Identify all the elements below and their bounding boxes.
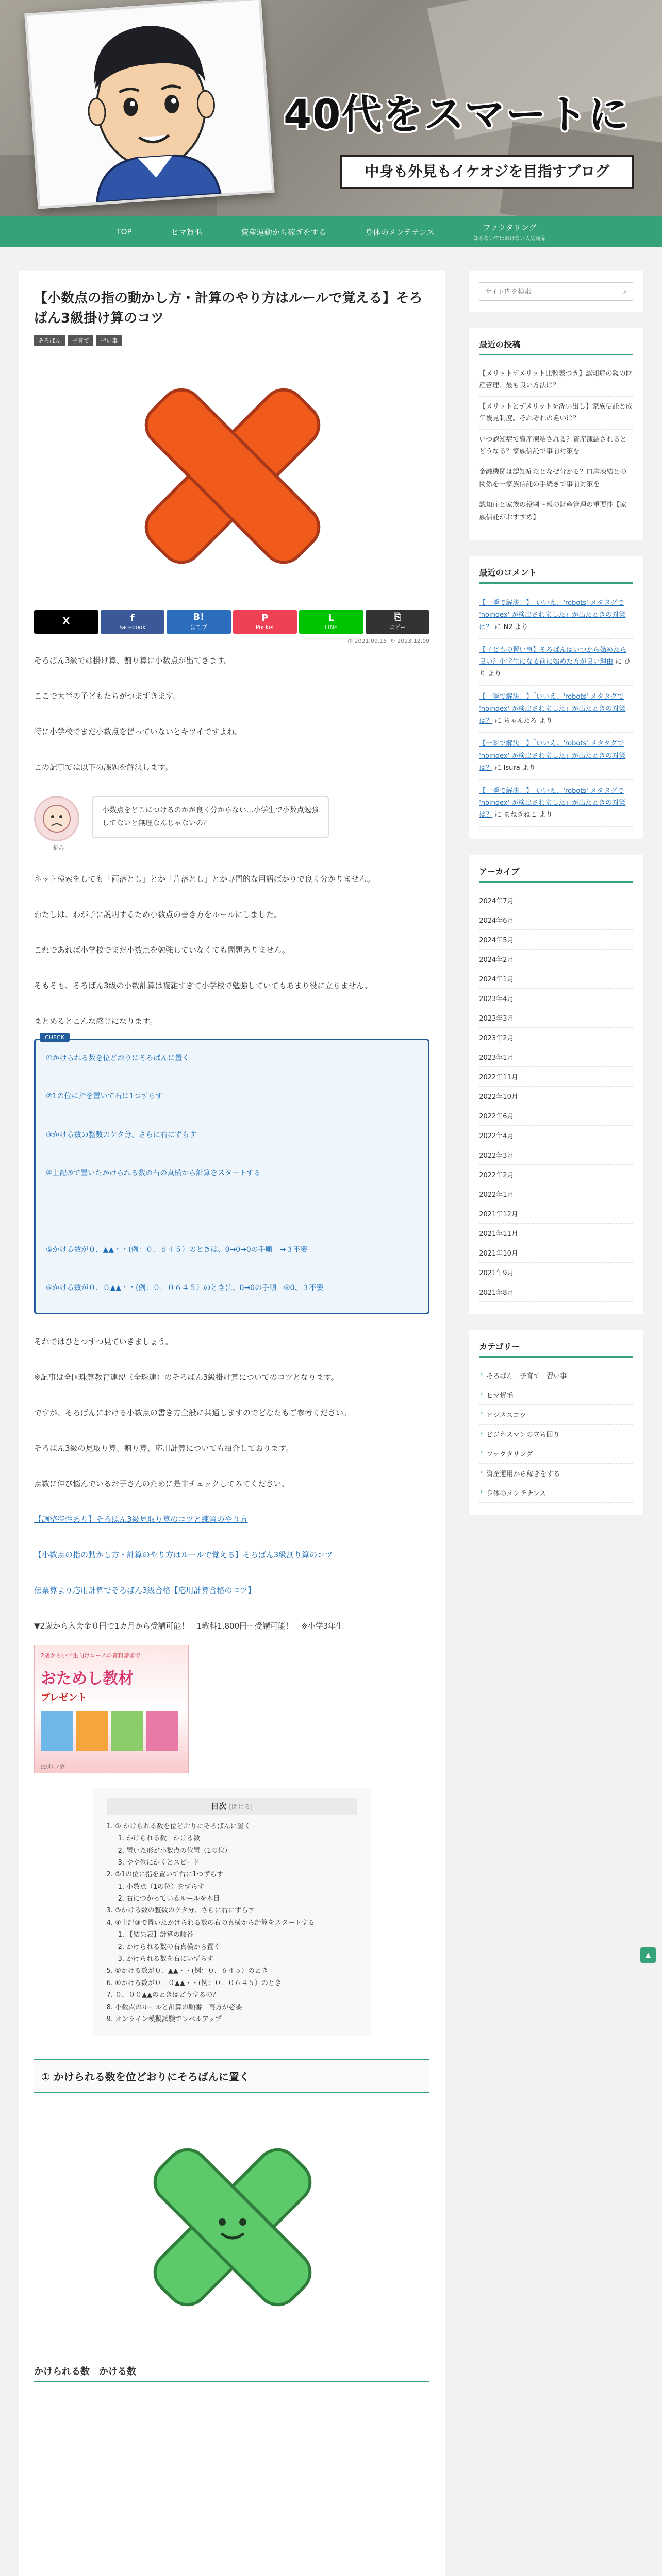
comment-item: [479, 639, 633, 686]
ad-main-text: おためし教材: [41, 1669, 134, 1688]
comment-post-link[interactable]: 【一瞬で解決！】「いいえ、'robots' メタタグで 'noindex' が検出されました」が出たときの対策は？: [479, 787, 626, 819]
nav-sublabel: 知らないではおけない人気商品: [473, 236, 546, 242]
nav-label: TOP: [116, 227, 132, 236]
toc-item[interactable]: 1. 【結果表】計算の順番: [118, 1931, 194, 1939]
site-tagline-box: [340, 155, 634, 189]
site-header: [0, 0, 662, 216]
ad-sub-text: プレゼント: [41, 1692, 87, 1703]
comment-author: に ひり より: [479, 658, 631, 678]
category-widget: [469, 1330, 643, 1515]
category-link[interactable]: › ビジネスマンの立ち回り: [479, 1425, 633, 1444]
ad-top-text: 2歳から小学生向けコースの資料請求で: [41, 1652, 141, 1659]
sidebar: [469, 271, 643, 2576]
toc-item[interactable]: 2. 右につかっているルールを本日: [118, 1895, 220, 1903]
share-facebook-button[interactable]: [101, 610, 165, 634]
toc-item[interactable]: 1. 小数点（1の位）をずらす: [118, 1883, 205, 1891]
check-item: ⑥かける数が０．０▲▲・・(例：０．０６４５）のときは、0→0の手順 ⑥0、３不要: [46, 1284, 324, 1293]
search-box: [479, 282, 633, 301]
comment-author: に Isura より: [492, 764, 536, 772]
archive-link[interactable]: 2024年2月: [479, 950, 633, 969]
comment-item: [479, 592, 633, 639]
category-badge[interactable]: 子育て: [68, 335, 93, 346]
paragraph: この記事では以下の課題を解決します。: [34, 762, 173, 772]
comment-item: [479, 780, 633, 827]
date-published: 2021.09.15: [354, 638, 387, 645]
recent-comments-widget: [469, 556, 643, 839]
section-heading: ① かけられる数を位どおりにそろばんに置く: [34, 2059, 429, 2093]
speaker-name: 悩み: [53, 844, 64, 851]
recent-post-link[interactable]: 【メリットとデメリットを洗い出し】家族信託と成年後見制度。それぞれの違いは？: [479, 397, 633, 430]
toc-item[interactable]: 6. ⑥かける数が０．０▲▲・・(例：０．０６４５）のとき: [106, 1979, 282, 1987]
widget-title: 最近のコメント: [479, 566, 633, 584]
archive-link[interactable]: 2024年5月: [479, 930, 633, 950]
widget-title: アーカイブ: [479, 865, 633, 883]
toc-toggle-button[interactable]: [閉じる]: [229, 1803, 253, 1810]
ad-footer-text: 提供：Z会: [41, 1764, 65, 1770]
speech-balloon: [34, 796, 429, 852]
check-item: ③かける数の整数のケタ分、さらに右にずらす: [46, 1130, 196, 1139]
archive-link[interactable]: 2023年1月: [479, 1047, 633, 1067]
paragraph: 点数に伸び悩んでいるお子さんのために是非チェックしてみてください。: [34, 1479, 289, 1488]
toc-item[interactable]: 2. 置いた形が小数点の位置（1の位）: [118, 1846, 231, 1855]
archive-link[interactable]: 2023年4月: [479, 989, 633, 1008]
category-badge[interactable]: 習い事: [96, 335, 122, 346]
date-updated: 2023.12.09: [397, 638, 430, 645]
share-label: LINE: [325, 623, 338, 631]
speech-text: 小数点をどこにつけるのかが良く分からない…小学生で小数点勉強してないと無理なんじゃないの？: [92, 796, 329, 838]
header-avatar-illustration: [24, 0, 274, 209]
comment-item: [479, 686, 633, 733]
paragraph: そもそも、そろばん3級の小数計算は複雑すぎて小学校で勉強していてもあまり役に立ちません。: [34, 981, 372, 990]
ad-books-image: [41, 1711, 182, 1751]
check-divider: －－－－－－－－－－－－－－－－－－: [46, 1207, 176, 1216]
refresh-icon: ↻: [390, 638, 395, 645]
toc-item[interactable]: 1. かけられる数 かける数: [118, 1835, 201, 1843]
paragraph: わたしは、わが子に説明するため小数点の書き方をルールにしました。: [34, 910, 282, 919]
category-link[interactable]: › ファクタリング: [479, 1444, 633, 1464]
search-input[interactable]: [485, 288, 623, 296]
comment-author: に まねきねこ より: [492, 811, 553, 819]
speaker-avatar: [34, 796, 84, 852]
share-buttons: [34, 610, 429, 634]
nav-item-factoring[interactable]: [454, 222, 565, 242]
category-badge[interactable]: そろばん: [34, 335, 65, 346]
share-x-button[interactable]: [34, 610, 98, 634]
check-item: ①かけられる数を位どおりにそろばんに置く: [46, 1054, 190, 1062]
comment-author: に N2 より: [492, 623, 528, 631]
nav-label: ヒマ賀毛: [171, 227, 202, 237]
toc-item[interactable]: 1. ① かけられる数を位どおりにそろばんに置く: [106, 1822, 251, 1831]
x-icon: X: [62, 616, 70, 626]
archive-link[interactable]: 2022年11月: [479, 1067, 633, 1087]
nav-item-assets[interactable]: [222, 227, 346, 238]
widget-title: 最近の投稿: [479, 338, 633, 355]
paragraph: ここで大半の子どもたちがつまずきます。: [34, 691, 180, 701]
book-icon: [41, 1711, 73, 1751]
hatena-icon: B!: [193, 612, 205, 622]
toc-item[interactable]: 4. ④上記③で置いたかけられる数の右の真横から計算をスタートする: [106, 1919, 315, 1927]
share-label: コピー: [389, 624, 406, 631]
check-item: ④上記③で置いたかけられる数の右の真横から計算をスタートする: [46, 1169, 261, 1178]
recent-post-link[interactable]: 金融機関は認知症だとなぜ分かる？口座凍結との関係を一家族信託の手続きで事前対策を: [479, 462, 633, 495]
paragraph: これであれば小学校でまだ小数点を勉強していなくても問題ありません。: [34, 945, 290, 955]
book-icon: [76, 1711, 108, 1751]
archive-link[interactable]: 2022年3月: [479, 1145, 633, 1165]
archive-link[interactable]: 2022年1月: [479, 1184, 633, 1204]
line-icon: L: [328, 612, 335, 623]
post-categories: [34, 335, 429, 346]
hero-cross-image: [34, 352, 431, 600]
archive-link[interactable]: 2021年8月: [479, 1282, 633, 1302]
category-link[interactable]: › そろばん 子育て 習い事: [479, 1366, 633, 1385]
nav-label: 資産運動から稼ぎをする: [241, 227, 326, 237]
archive-link[interactable]: 2024年1月: [479, 969, 633, 989]
pocket-icon: P: [261, 612, 269, 623]
ad-banner[interactable]: [34, 1645, 189, 1773]
paragraph: それではひとつずつ見ていきましょう。: [34, 1336, 173, 1346]
paragraph: ※記事は全国珠算教育連盟（全珠連）のそろばん3級掛け算についてのコツとなります。: [34, 1372, 339, 1382]
archive-link[interactable]: 2021年10月: [479, 1243, 633, 1263]
comment-post-link[interactable]: 【一瞬で解決！】「いいえ、'robots' メタタグで 'noindex' が検出されました」が出たときの対策は？: [479, 599, 626, 631]
category-link[interactable]: › ビジネスコツ: [479, 1405, 633, 1425]
toc-item[interactable]: 7. ０．００▲▲のときはどうするの？: [106, 1991, 220, 1999]
share-copy-button[interactable]: [366, 610, 430, 634]
book-icon: [146, 1711, 178, 1751]
related-article-link[interactable]: 伝票算より応用計算でそろばん3級合格【応用計算合格のコツ】: [34, 1585, 256, 1595]
toc-header: [107, 1798, 357, 1815]
paragraph: そろばん3級の見取り算、割り算、応用計算についても紹介しております。: [34, 1443, 294, 1453]
archive-link[interactable]: 2022年10月: [479, 1087, 633, 1106]
comment-author: に ちゃんたろ より: [492, 717, 553, 725]
facebook-icon: f: [130, 612, 135, 623]
toc-item[interactable]: 2. ②1の位に指を置いて右に1つずらす: [106, 1871, 224, 1879]
site-title[interactable]: 40代をスマートに: [284, 92, 630, 138]
category-link[interactable]: › 資産運用から稼ぎをする: [479, 1464, 633, 1483]
toc-item[interactable]: 8. 小数点のルールと計算の順番 再方が必要: [106, 2003, 242, 2011]
share-hatena-button[interactable]: [167, 610, 231, 634]
toc-item[interactable]: 9. オンライン模擬試験でレベルアップ: [106, 2015, 222, 2023]
toc-item[interactable]: 3. ③かける数の整数のケタ分、さらに右にずらす: [106, 1907, 255, 1915]
category-link[interactable]: › 身体のメンテナンス: [479, 1483, 633, 1503]
share-pocket-button[interactable]: [233, 610, 297, 634]
table-of-contents: [93, 1788, 371, 2037]
site-tagline: 中身も外見もイケオジを目指すブログ: [365, 163, 610, 180]
toc-item[interactable]: 2. かけられる数の右真横から置く: [118, 1943, 221, 1951]
share-label: Facebook: [119, 623, 146, 631]
comment-item: [479, 733, 633, 779]
archive-link[interactable]: 2022年4月: [479, 1126, 633, 1145]
nav-item-top[interactable]: [97, 227, 152, 236]
nav-label: ファクタリング: [483, 223, 537, 232]
article: [19, 271, 445, 2576]
archive-link[interactable]: 2021年9月: [479, 1263, 633, 1282]
archive-link[interactable]: 2024年7月: [479, 891, 633, 910]
scroll-to-top-button[interactable]: ▲: [640, 1947, 656, 1963]
archive-link[interactable]: 2024年6月: [479, 910, 633, 930]
search-widget: [469, 271, 643, 312]
archive-link[interactable]: 2021年12月: [479, 1204, 633, 1224]
toc-item[interactable]: 3. やや位にかくとスピード: [118, 1858, 200, 1867]
search-icon[interactable]: ⌕: [623, 287, 627, 296]
comment-post-link[interactable]: 【一瞬で解決！】「いいえ、'robots' メタタグで 'noindex' が検出されました」が出たときの対策は？: [479, 740, 626, 772]
recent-posts-widget: [469, 328, 643, 540]
subsection-heading: かけられる数 かける数: [34, 2361, 429, 2382]
widget-title: カテゴリー: [479, 1340, 633, 1358]
toc-item[interactable]: 3. かけられる数を右にいずらす: [118, 1955, 214, 1963]
check-summary-box: [34, 1034, 429, 1314]
share-line-button[interactable]: [299, 610, 363, 634]
share-label: はてブ: [190, 624, 207, 631]
archive-list: [479, 891, 633, 1302]
category-link[interactable]: › ヒマ賀毛: [479, 1385, 633, 1405]
paragraph: ですが、そろばんにおける小数点の書き方全般に共通しますのでどなたもご参考ください。: [34, 1408, 352, 1417]
green-cross-image: [34, 2114, 431, 2341]
related-article-link[interactable]: 【小数点の指の動かし方・計算のやり方はルールで覚える】そろばん3級割り算のコツ: [34, 1550, 333, 1560]
paragraph: まとめるとこんな感じになります。: [34, 1016, 157, 1026]
content-wrapper: [0, 247, 662, 2576]
nav-label: 身体のメンテナンス: [365, 227, 435, 237]
paragraph: そろばん3級では掛け算、割り算に小数点が出てきます。: [34, 656, 232, 665]
archive-link[interactable]: 2023年3月: [479, 1008, 633, 1028]
nav-item-body[interactable]: [346, 227, 454, 238]
archive-link[interactable]: 2021年11月: [479, 1224, 633, 1243]
check-item: ②1の位に指を置いて右に1つずらす: [46, 1092, 163, 1101]
recent-post-link[interactable]: 【メリットデメリット比較表つき】認知症の親の財産管理、最も良い方法は？: [479, 364, 633, 397]
archive-link[interactable]: 2022年2月: [479, 1165, 633, 1184]
check-label: CHECK: [40, 1033, 70, 1042]
archive-widget: [469, 855, 643, 1314]
paragraph: 特に小学校でまだ小数点を習っていないとキツイですよね。: [34, 727, 243, 736]
category-list: [479, 1366, 633, 1503]
toc-item[interactable]: 5. ⑤かける数が０．▲▲・・(例：０．６４５）のとき: [106, 1967, 268, 1975]
archive-link[interactable]: 2023年2月: [479, 1028, 633, 1047]
post-dates: [34, 638, 429, 645]
check-item: ⑤かける数が０．▲▲・・(例：０．６４５）のときは、0→0→0の手順 →３不要: [46, 1245, 308, 1254]
share-label: Pocket: [255, 623, 274, 631]
paragraph: ネット検索をしても「両落とし」とか「片落とし」とか専門的な用語ばかりで良く分かりません。: [34, 874, 375, 884]
clock-icon: ◷: [347, 638, 353, 645]
toc-title: 目次: [211, 1801, 227, 1811]
copy-icon: ⎘: [393, 612, 402, 622]
comment-post-link[interactable]: 【一瞬で解決！】「いいえ、'robots' メタタグで 'noindex' が検出されました」が出たときの対策は？: [479, 693, 626, 725]
comment-post-link[interactable]: 【子どもの習い事】そろばんはいつから始めたら良い？小学生になる前に始めた方が良い理由: [479, 646, 627, 666]
recent-post-link[interactable]: 認知症と家族の役割〜親の財産管理の重要性【家族信託がおすすめ】: [479, 495, 633, 528]
related-article-link[interactable]: 【調整特性あり】そろばん3級見取り算のコツと練習のやり方: [34, 1514, 248, 1524]
archive-link[interactable]: 2022年6月: [479, 1106, 633, 1126]
recent-post-link[interactable]: いつ認知症で資産凍結される？資産凍結されるとどうなる？家族信託で事前対策を: [479, 430, 633, 463]
post-title: 【小数点の指の動かし方・計算のやり方はルールで覚える】そろばん3級掛け算のコツ: [34, 291, 423, 326]
nav-item-hima[interactable]: [152, 227, 222, 238]
toc-list: [107, 1821, 357, 2026]
global-nav: [0, 216, 662, 247]
book-icon: [111, 1711, 143, 1751]
worried-face-icon: [34, 796, 79, 841]
promo-text: ▼2歳から入会金０円で1カ月から受講可能！ 1教科1,800円〜受講可能！ ※小学3年生: [34, 1621, 344, 1631]
